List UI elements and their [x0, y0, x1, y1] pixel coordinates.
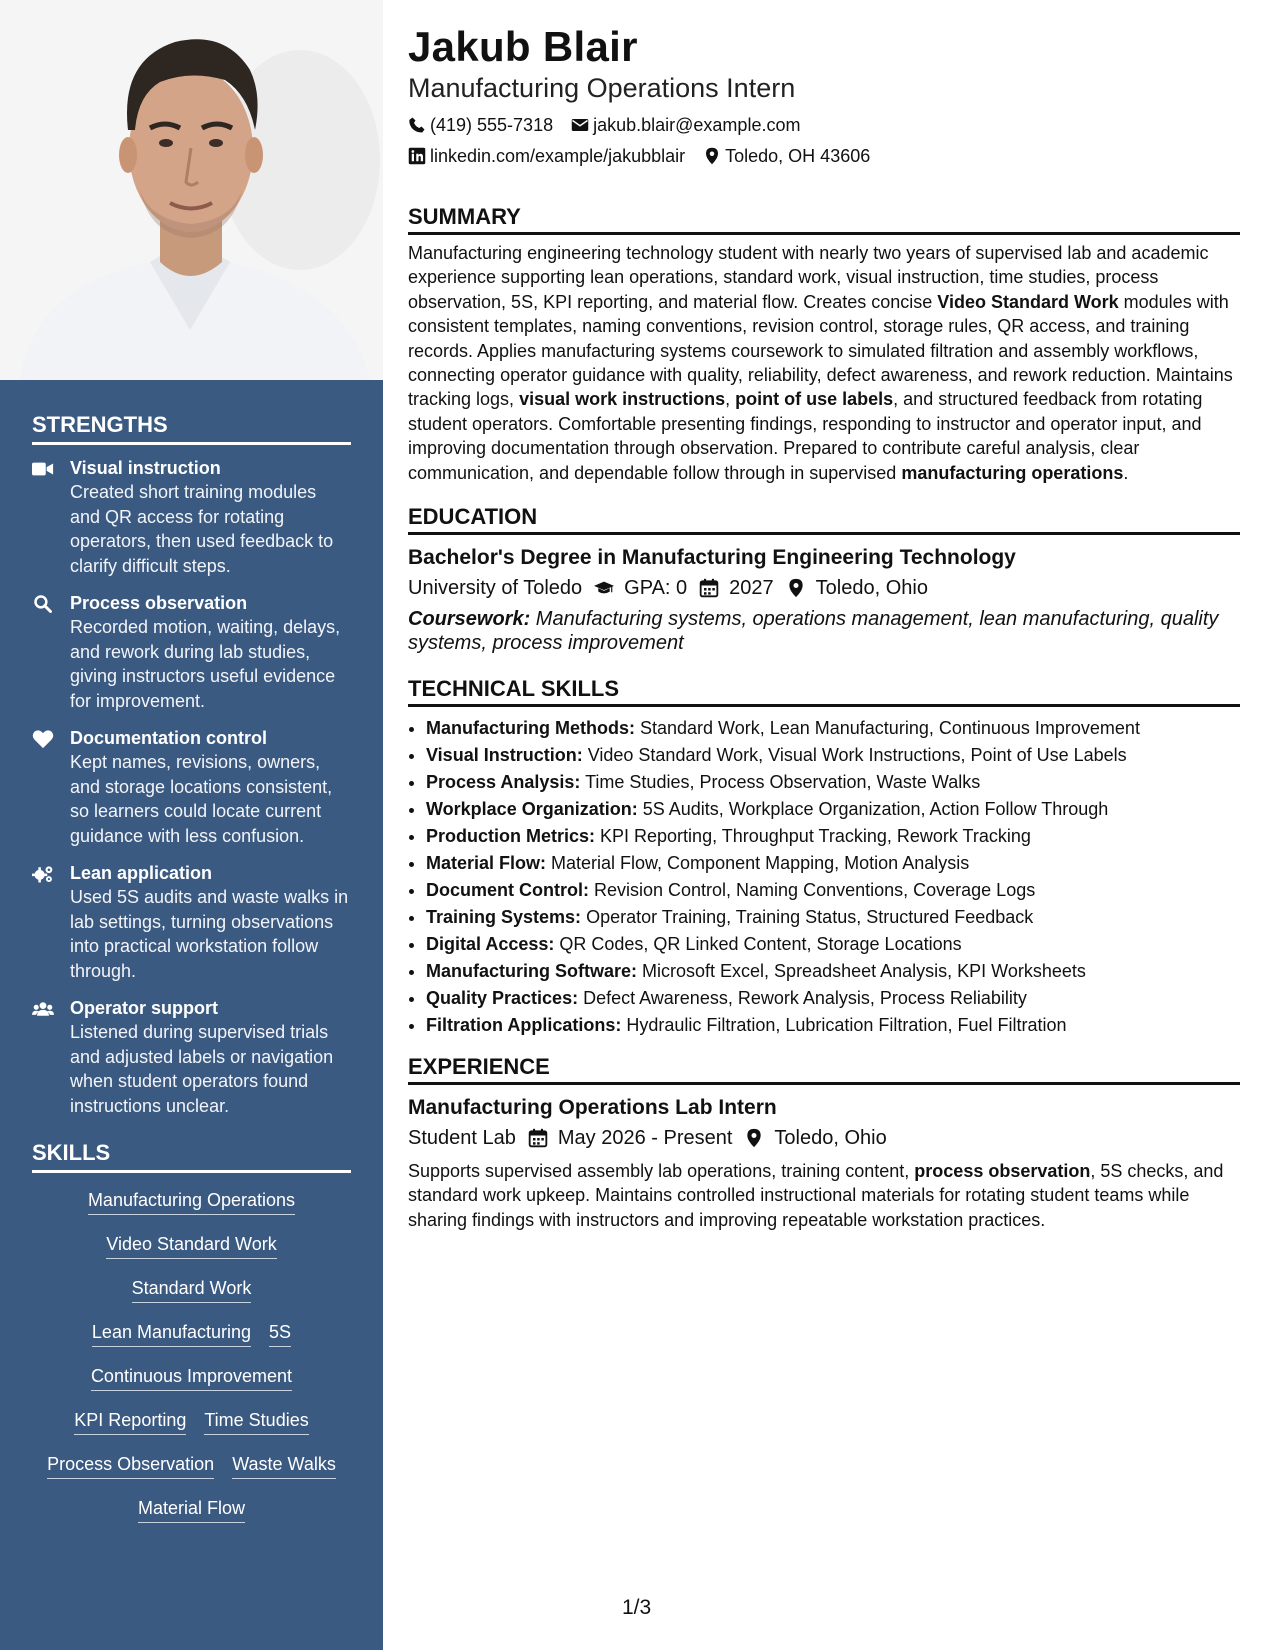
- strength-title: Operator support: [70, 998, 219, 1018]
- experience-location: [744, 1125, 886, 1151]
- gpa-text: GPA: 0: [624, 577, 688, 600]
- experience-location-text: Toledo, Ohio: [774, 1127, 887, 1150]
- coursework-text: Manufacturing systems, operations management, lean manufacturing, quality systems, process improvement: [408, 608, 1219, 655]
- company-name: Student Lab: [408, 1127, 516, 1150]
- list-item: [426, 985, 1240, 1012]
- technical-skills-list: [408, 715, 1240, 1039]
- summary-title: SUMMARY: [408, 203, 1240, 235]
- skill-value: Material Flow, Component Mapping, Motion Analysis: [546, 853, 970, 874]
- skill-value: Defect Awareness, Rework Analysis, Process Reliability: [578, 988, 1027, 1009]
- strength-title: Process observation: [70, 593, 248, 613]
- gpa-item: [594, 575, 687, 601]
- strength-title: Visual instruction: [70, 458, 221, 478]
- calendar-icon: [699, 578, 719, 598]
- education-title: EDUCATION: [408, 503, 1240, 535]
- summary-highlight: Video Standard Work: [937, 291, 1119, 312]
- sidebar-panel: [0, 380, 383, 1650]
- strength-description: Listened during supervised trials and adjusted labels or navigation when student operators found instructions unclear.: [70, 1022, 334, 1116]
- education-section: [408, 503, 1240, 655]
- dates-text: May 2026 - Present: [557, 1127, 733, 1150]
- list-item: [426, 877, 1240, 904]
- skill-tag: Standard Work: [132, 1277, 252, 1303]
- strength-description: Created short training modules and QR access for rotating operators, then used feedback to clarify difficult steps.: [70, 482, 334, 576]
- skill-label: Quality Practices:: [426, 988, 579, 1009]
- skill-tag: KPI Reporting: [74, 1409, 186, 1435]
- skill-tag: Video Standard Work: [106, 1233, 276, 1259]
- map-marker-icon: [786, 578, 806, 598]
- skill-value: Standard Work, Lean Manufacturing, Continuous Improvement: [635, 718, 1140, 739]
- skill-label: Visual Instruction:: [426, 745, 583, 766]
- summary-text-part: Manufacturing engineering technology student with nearly two years of supervised lab and academic experience supporting lean operations, standard work, visual instruction, time studies, process observation, 5S, KPI reporting, and material flow. Creates concise: [408, 243, 1209, 312]
- skill-tag: Continuous Improvement: [91, 1365, 292, 1391]
- strength-item: [32, 727, 351, 848]
- coursework: [408, 607, 1240, 655]
- technical-skills-section: [408, 675, 1240, 1039]
- skill-row: [32, 1277, 351, 1303]
- profile-photo: [0, 0, 383, 380]
- skill-value: QR Codes, QR Linked Content, Storage Locations: [554, 934, 962, 955]
- strength-description: Kept names, revisions, owners, and storage locations consistent, so learners could locate current guidance with less confusion.: [70, 752, 333, 846]
- year-item: [699, 575, 774, 601]
- list-item: [426, 958, 1240, 985]
- candidate-name: Jakub Blair: [408, 23, 638, 70]
- email-text: jakub.blair@example.com: [593, 115, 801, 135]
- location-contact: [703, 145, 870, 167]
- skill-label: Production Metrics:: [426, 826, 596, 847]
- summary-highlight: point of use labels: [735, 389, 894, 410]
- summary-text: [408, 241, 1240, 485]
- skill-label: Manufacturing Software:: [426, 961, 638, 982]
- skill-row: [32, 1321, 351, 1347]
- strength-title: Lean application: [70, 863, 213, 883]
- location-text: Toledo, OH 43606: [725, 146, 871, 166]
- phone-contact[interactable]: [408, 114, 553, 136]
- list-item: [426, 1012, 1240, 1039]
- skill-tag: Manufacturing Operations: [88, 1189, 295, 1215]
- strength-item: [32, 457, 351, 578]
- envelope-icon: [571, 116, 589, 134]
- skill-label: Digital Access:: [426, 934, 555, 955]
- skill-value: Revision Control, Naming Conventions, Coverage Logs: [588, 880, 1036, 901]
- year-text: 2027: [729, 577, 774, 600]
- skill-value: Video Standard Work, Visual Work Instructions, Point of Use Labels: [582, 745, 1127, 766]
- list-item: [426, 904, 1240, 931]
- strength-description: Recorded motion, waiting, delays, and rework during lab studies, giving instructors useful evidence for improvement.: [70, 617, 341, 711]
- summary-highlight: visual work instructions: [519, 389, 726, 410]
- skill-row: [32, 1453, 351, 1479]
- map-marker-icon: [744, 1128, 764, 1148]
- strength-item: [32, 997, 351, 1118]
- skill-tag: Time Studies: [204, 1409, 308, 1435]
- skill-label: Document Control:: [426, 880, 589, 901]
- skill-row: [32, 1497, 351, 1523]
- gears-icon: [32, 862, 70, 983]
- skill-label: Material Flow:: [426, 853, 547, 874]
- experience-title: EXPERIENCE: [408, 1053, 1240, 1085]
- skill-value: Time Studies, Process Observation, Waste Walks: [580, 772, 981, 793]
- contact-line: [408, 114, 1240, 136]
- map-marker-icon: [703, 147, 721, 165]
- strength-item: [32, 592, 351, 713]
- phone-icon: [408, 116, 426, 134]
- users-icon: [32, 997, 70, 1118]
- experience-text-part: Supports supervised assembly lab operations, training content,: [408, 1161, 915, 1182]
- linkedin-text: linkedin.com/example/jakubblair: [430, 146, 686, 166]
- dates-item: [528, 1125, 733, 1151]
- skill-label: Process Analysis:: [426, 772, 581, 793]
- experience-text-part: , 5S checks, and standard work upkeep. Maintains controlled instructional materials for rotating student teams while sharing findings with instructors and improving repeatable workstation practices.: [408, 1161, 1224, 1230]
- candidate-role: Manufacturing Operations Intern: [408, 73, 796, 103]
- list-item: [426, 796, 1240, 823]
- video-icon: [32, 457, 70, 578]
- technical-skills-title: TECHNICAL SKILLS: [408, 675, 1240, 707]
- page-number: 1/3: [622, 1596, 652, 1619]
- linkedin-contact[interactable]: [408, 145, 685, 167]
- skills-section: [32, 1140, 351, 1523]
- skill-label: Manufacturing Methods:: [426, 718, 635, 739]
- strengths-title: STRENGTHS: [32, 412, 351, 445]
- skill-value: Hydraulic Filtration, Lubrication Filtration, Fuel Filtration: [621, 1015, 1067, 1036]
- search-icon: [32, 592, 70, 713]
- education-meta: [408, 575, 1240, 601]
- summary-highlight: manufacturing operations: [901, 462, 1124, 483]
- skill-row: [32, 1365, 351, 1391]
- strength-title: Documentation control: [70, 728, 267, 748]
- sidebar: [0, 0, 383, 1650]
- summary-text-part: , and structured feedback from rotating student operators. Comfortable presenting findings, responding to instructor and operator input, and improving documentation through observation. Prepared to contribute careful analysis, clear communication, and dependable follow through in supervised: [408, 389, 1203, 483]
- portrait-image: [0, 0, 383, 380]
- skill-value: Operator Training, Training Status, Structured Feedback: [581, 907, 1034, 928]
- skill-row: [32, 1189, 351, 1215]
- list-item: [426, 823, 1240, 850]
- summary-text-part: .: [1123, 462, 1129, 483]
- phone-text: (419) 555-7318: [430, 115, 554, 135]
- experience-section: [408, 1053, 1240, 1232]
- skill-tag: 5S: [269, 1321, 291, 1347]
- graduation-cap-icon: [594, 578, 614, 598]
- skill-label: Filtration Applications:: [426, 1015, 622, 1036]
- education-location-text: Toledo, Ohio: [815, 577, 928, 600]
- email-contact[interactable]: [571, 114, 800, 136]
- summary-text-part: ,: [725, 389, 736, 410]
- calendar-icon: [528, 1128, 548, 1148]
- skill-tag: Process Observation: [47, 1453, 214, 1479]
- skills-title: SKILLS: [32, 1140, 351, 1173]
- degree-title: Bachelor's Degree in Manufacturing Engineering Technology: [408, 546, 1016, 570]
- skill-label: Training Systems:: [426, 907, 582, 928]
- main-content: [408, 22, 1240, 1232]
- summary-text-part: modules with consistent templates, naming conventions, revision control, storage rules, QR access, and training records. Applies manufacturing systems coursework to simulated filtration and assembly workflows, connecting operator guidance with quality, reliability, defect awareness, and rework reduction. Maintains tracking logs,: [408, 291, 1233, 410]
- list-item: [426, 742, 1240, 769]
- education-location: [786, 575, 928, 601]
- skill-tag: Material Flow: [138, 1497, 245, 1523]
- strength-description: Used 5S audits and waste walks in lab settings, turning observations into practical workstation follow through.: [70, 887, 349, 981]
- skill-row: [32, 1409, 351, 1435]
- school-name: University of Toledo: [408, 577, 583, 600]
- skill-tag: Lean Manufacturing: [92, 1321, 251, 1347]
- coursework-label: Coursework:: [408, 608, 531, 631]
- summary-section: [408, 203, 1240, 485]
- skill-value: Microsoft Excel, Spreadsheet Analysis, KPI Worksheets: [637, 961, 1086, 982]
- list-item: [426, 931, 1240, 958]
- linkedin-icon: [408, 147, 426, 165]
- job-title: Manufacturing Operations Lab Intern: [408, 1096, 777, 1120]
- list-item: [426, 850, 1240, 877]
- list-item: [426, 769, 1240, 796]
- strength-item: [32, 862, 351, 983]
- skill-row: [32, 1233, 351, 1259]
- skill-tag: Waste Walks: [232, 1453, 336, 1479]
- contact-line: [408, 145, 1240, 167]
- skill-value: KPI Reporting, Throughput Tracking, Rework Tracking: [595, 826, 1031, 847]
- experience-meta: [408, 1125, 1240, 1151]
- experience-description: [408, 1159, 1240, 1232]
- heart-icon: [32, 727, 70, 848]
- experience-highlight: process observation: [914, 1161, 1091, 1182]
- skill-value: 5S Audits, Workplace Organization, Action Follow Through: [637, 799, 1109, 820]
- skill-label: Workplace Organization:: [426, 799, 638, 820]
- list-item: [426, 715, 1240, 742]
